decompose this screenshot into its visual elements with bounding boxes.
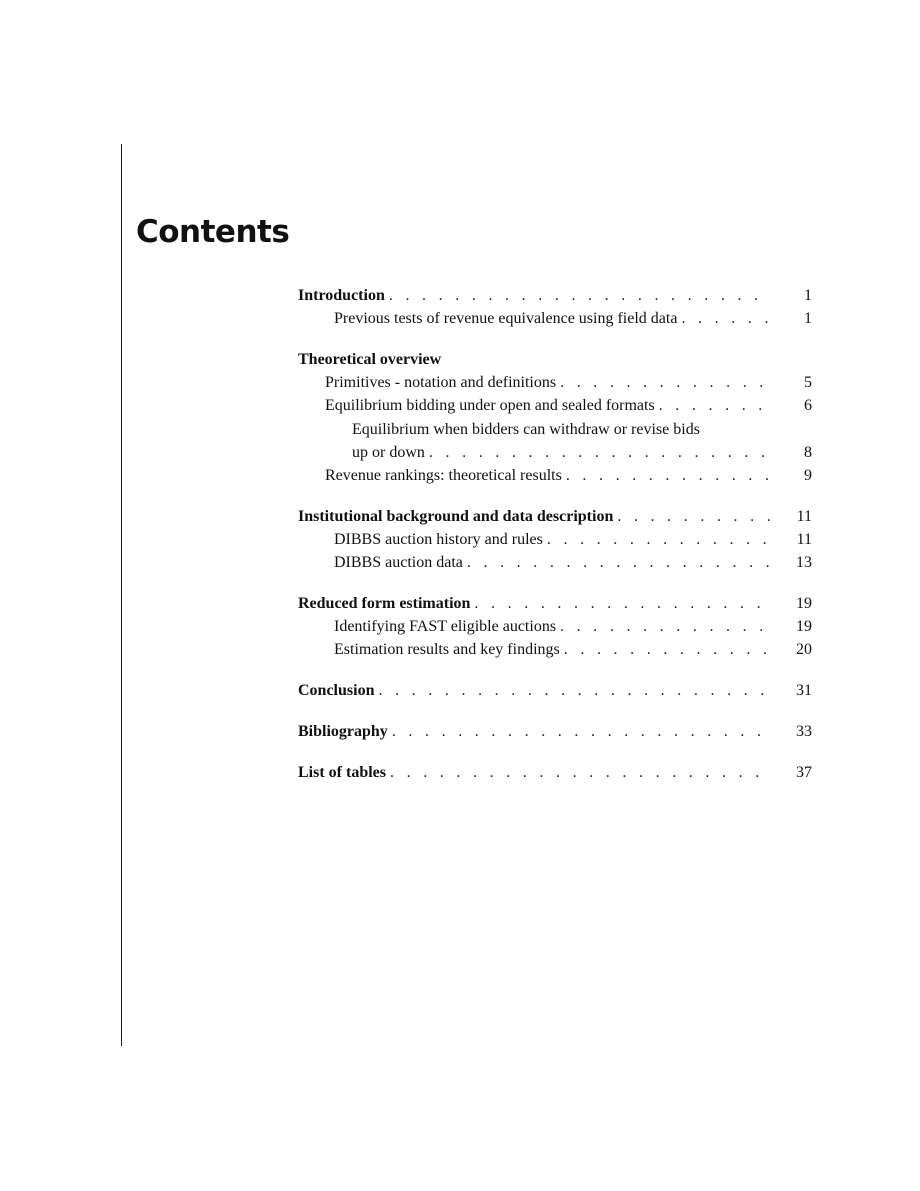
toc-page-number: 37	[796, 763, 812, 781]
toc-entry-title: Bibliography	[298, 722, 388, 740]
toc-entry-title: up or down	[352, 443, 425, 461]
toc-entry-primitives[interactable]	[298, 371, 812, 394]
toc-entry-title: DIBBS auction data	[334, 554, 463, 572]
toc-entry-title: Primitives - notation and definitions	[325, 374, 557, 392]
table-of-contents	[298, 284, 812, 784]
page-title: Contents	[136, 214, 290, 250]
toc-page-number: 31	[796, 681, 812, 699]
toc-entry-title: DIBBS auction history and rules	[334, 530, 543, 548]
toc-entry-title: Conclusion	[298, 681, 375, 699]
toc-dot-leader	[388, 720, 770, 743]
toc-entry-introduction[interactable]	[298, 284, 812, 307]
toc-page-number: 8	[804, 443, 812, 461]
toc-page-number: 13	[796, 554, 812, 572]
toc-dot-leader	[425, 441, 770, 464]
toc-entry-title: Equilibrium when bidders can withdraw or revise bids	[352, 420, 700, 438]
toc-dot-leader	[677, 307, 770, 330]
toc-page-number: 1	[804, 310, 812, 328]
toc-entry-title: Estimation results and key findings	[334, 641, 560, 659]
toc-entry-title: Reduced form estimation	[298, 594, 471, 612]
left-margin-rule	[121, 144, 122, 1046]
toc-entry-title: Equilibrium bidding under open and sealed formats	[325, 397, 655, 415]
toc-dot-leader	[562, 464, 770, 487]
toc-entry-dibbs-history[interactable]	[298, 528, 812, 551]
toc-entry-theoretical-overview[interactable]	[298, 348, 812, 371]
toc-dot-leader	[560, 638, 770, 661]
toc-page-number: 9	[804, 466, 812, 484]
toc-page-number: 5	[804, 374, 812, 392]
toc-page-number: 19	[796, 618, 812, 636]
toc-dot-leader	[613, 505, 770, 528]
toc-entry-equilibrium-bidding[interactable]	[298, 394, 812, 417]
toc-entry-list-of-tables[interactable]	[298, 761, 812, 784]
toc-dot-leader	[470, 592, 770, 615]
toc-page-number: 6	[804, 397, 812, 415]
toc-entry-reduced-form[interactable]	[298, 592, 812, 615]
toc-entry-equilibrium-withdraw-line2[interactable]	[298, 441, 812, 464]
toc-entry-title: List of tables	[298, 763, 386, 781]
toc-page-number: 11	[796, 507, 812, 525]
toc-page-number: 1	[804, 286, 812, 304]
toc-entry-conclusion[interactable]	[298, 679, 812, 702]
toc-entry-title: Revenue rankings: theoretical results	[325, 466, 562, 484]
toc-entry-title: Identifying FAST eligible auctions	[334, 618, 557, 636]
toc-entry-previous-tests[interactable]	[298, 307, 812, 330]
toc-entry-identifying-fast[interactable]	[298, 615, 812, 638]
toc-entry-estimation-results[interactable]	[298, 638, 812, 661]
toc-entry-title: Theoretical overview	[298, 350, 442, 368]
toc-dot-leader	[556, 615, 770, 638]
toc-entry-equilibrium-withdraw-line1[interactable]	[298, 418, 812, 441]
toc-dot-leader	[556, 371, 770, 394]
toc-entry-dibbs-data[interactable]	[298, 551, 812, 574]
toc-page-number: 20	[796, 641, 812, 659]
toc-entry-institutional-background[interactable]	[298, 505, 812, 528]
toc-dot-leader	[386, 761, 770, 784]
toc-entry-revenue-rankings[interactable]	[298, 464, 812, 487]
toc-entry-title: Previous tests of revenue equivalence using field data	[334, 310, 678, 328]
toc-page-number: 19	[796, 594, 812, 612]
toc-entry-title: Introduction	[298, 286, 385, 304]
toc-page-number: 33	[796, 722, 812, 740]
toc-dot-leader	[463, 551, 770, 574]
toc-dot-leader	[543, 528, 770, 551]
toc-page-number: 11	[796, 530, 812, 548]
toc-entry-bibliography[interactable]	[298, 720, 812, 743]
toc-dot-leader	[385, 284, 770, 307]
toc-entry-title: Institutional background and data description	[298, 507, 614, 525]
toc-dot-leader	[655, 394, 770, 417]
toc-dot-leader	[374, 679, 770, 702]
